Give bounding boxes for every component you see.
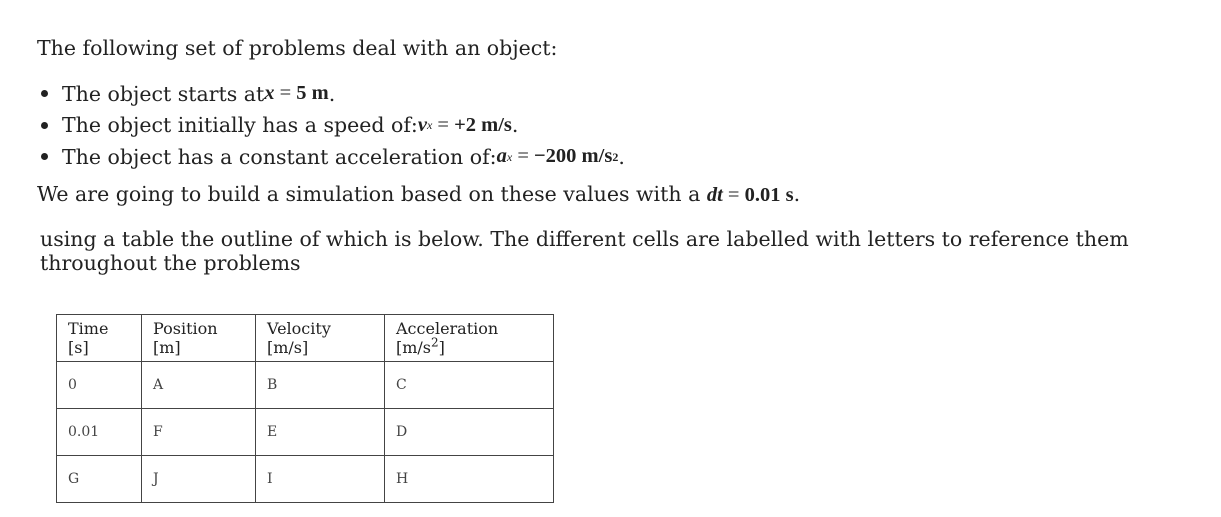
math-variable: dt: [706, 184, 723, 206]
table-cell: J: [142, 456, 256, 503]
intro-text: The following set of problems deal with an object:: [37, 36, 558, 60]
sentence-end: .: [793, 182, 801, 206]
table-cell: G: [57, 456, 142, 503]
table-cell: 0.01: [57, 409, 142, 456]
superscript: 2: [431, 335, 439, 350]
bullet-text: The object starts at: [62, 81, 265, 106]
bracket: ]: [438, 338, 445, 357]
bullet-icon: [41, 122, 48, 129]
math-equals: =: [722, 184, 745, 206]
outline-text: using a table the outline of which is below. The different cells are labelled with letters to reference them throughout the problems: [40, 227, 1129, 275]
math-value: −200 m/s: [534, 145, 613, 168]
table-cell: E: [256, 409, 385, 456]
list-item: The object initially has a speed of: v x = +2 m/s .: [35, 110, 625, 142]
table-cell: A: [142, 362, 256, 409]
math-variable: x: [264, 82, 275, 105]
bullet-end: .: [328, 81, 336, 106]
bullet-icon: [41, 153, 48, 160]
math-equals: =: [432, 113, 455, 136]
acceleration-label: Acceleration [m/s: [396, 319, 499, 357]
bullet-icon: [41, 90, 48, 97]
simulation-text: [37, 182, 800, 207]
column-header-velocity: Velocity [m/s]: [256, 315, 385, 362]
math-value: +2 m/s: [454, 113, 512, 136]
table-row: [57, 362, 554, 409]
list-item: The object has a constant acceleration of: a x = −200 m/s 2 .: [35, 141, 625, 173]
math-variable: a: [496, 145, 507, 168]
bullet-end: .: [511, 113, 519, 138]
bullet-end: .: [618, 144, 625, 169]
table-row: [57, 409, 554, 456]
table-cell: F: [142, 409, 256, 456]
bullet-list: [35, 78, 625, 173]
table-cell: H: [385, 456, 554, 503]
bullet-text: The object initially has a speed of:: [62, 113, 418, 138]
table-cell: C: [385, 362, 554, 409]
simulation-table: [56, 314, 554, 503]
math-variable: v: [417, 113, 427, 136]
simulation-sentence: We are going to build a simulation based on these values with a: [37, 182, 707, 206]
math-value: 0.01 s: [744, 184, 794, 206]
table-cell: I: [256, 456, 385, 503]
table-row: [57, 456, 554, 503]
math-value: 5 m: [296, 82, 329, 105]
math-equals: =: [274, 82, 297, 105]
table-cell: D: [385, 409, 554, 456]
math-equals: =: [512, 145, 534, 168]
list-item: [35, 78, 625, 110]
table-cell: 0: [57, 362, 142, 409]
column-header-time: Time [s]: [57, 315, 142, 362]
table-cell: B: [256, 362, 385, 409]
column-header-position: Position [m]: [142, 315, 256, 362]
table-header-row: [57, 315, 554, 362]
bullet-text: The object has a constant acceleration of:: [62, 144, 497, 169]
column-header-acceleration: [385, 315, 554, 362]
